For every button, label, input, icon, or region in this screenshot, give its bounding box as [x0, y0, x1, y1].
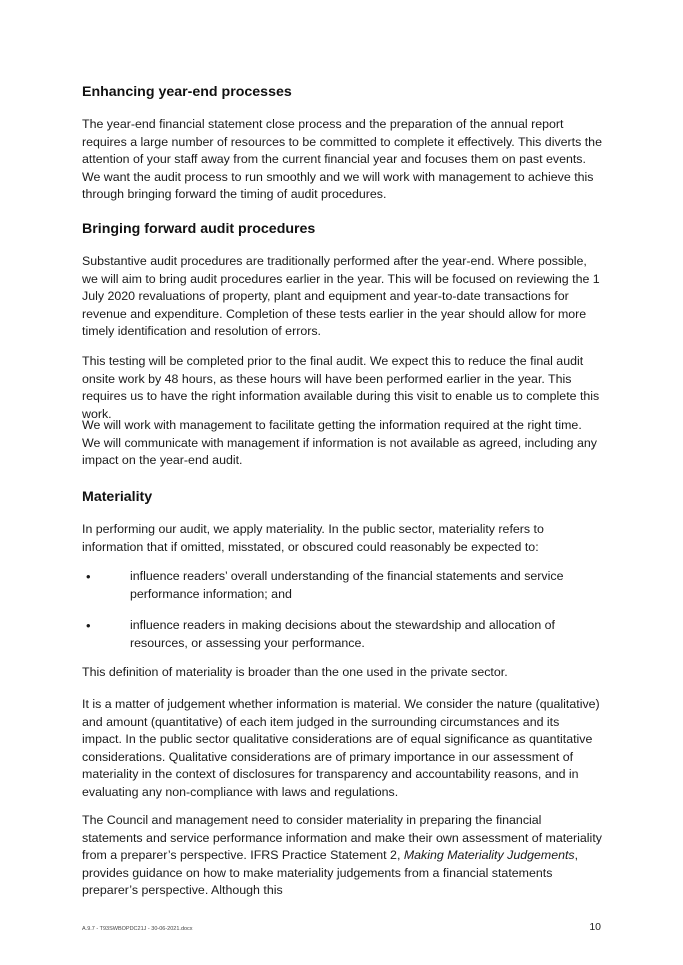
- paragraph-text: , provides guidance on how to make materiality judgements from a financial statements preparer’s perspective. Although this: [82, 848, 579, 898]
- paragraph-testing-completion: This testing will be completed prior to the final audit. We expect this to reduce the final audit onsite work by 48 hours, as these hours will have been performed earlier in the year. This requires us to have the right information available during this visit to enable us to complete this work.: [82, 354, 600, 421]
- section-heading-enhancing-year-end: Enhancing year-end processes: [82, 84, 292, 100]
- section-heading-materiality: Materiality: [82, 489, 153, 505]
- footer-document-reference: A.9.7 - T93SWBOPDC21J - 30-06-2021.docx: [82, 926, 193, 932]
- document-title-italic: Making Materiality Judgements: [403, 848, 575, 863]
- footer-page-number: 10: [589, 921, 601, 933]
- paragraph-substantive-procedures: Substantive audit procedures are traditionally performed after the year-end. Where possible, we will aim to bring audit procedures earlier in the year. This will be focused on reviewing the 1 July 2020 revaluations of property, plant and equipment and year-to-date transactions for revenue and expenditure. Completion of these tests earlier in the year should allow for more timely identification and resolution of errors.: [82, 254, 600, 339]
- section-heading-bringing-forward: Bringing forward audit procedures: [82, 221, 316, 237]
- paragraph-definition-broader: This definition of materiality is broader than the one used in the private sector.: [82, 665, 508, 679]
- paragraph-matter-of-judgement: It is a matter of judgement whether information is material. We consider the nature (qualitative) and amount (quantitative) of each item judged in the surrounding circumstances and its impact. In the public sector qualitative considerations are of equal significance as quantitative considerations. Qualitative considerations are of primary importance in our assessment of materiality in the context of disclosures for transparency and accountability reasons, and in evaluating any non-compliance with laws and regulations.: [82, 697, 600, 799]
- bullet-icon: •: [86, 569, 91, 584]
- bullet-icon: •: [86, 618, 91, 633]
- paragraph-year-end-process: The year-end financial statement close process and the preparation of the annual report requires a large number of resources to be committed to complete it effectively. This diverts the attention of your staff away from the current financial year and focuses them on past events. We want the audit process to run smoothly and we will work with management to achieve this through bringing forward the timing of audit procedures.: [82, 117, 602, 202]
- bullet-text: influence readers in making decisions about the stewardship and allocation of resources, or assessing your performance.: [130, 618, 555, 650]
- paragraph-council-materiality: [82, 812, 602, 900]
- paragraph-work-with-management: We will work with management to facilitate getting the information required at the right time. We will communicate with management if information is not available as agreed, including any impact on the year-end audit.: [82, 418, 597, 468]
- paragraph-materiality-intro: In performing our audit, we apply materiality. In the public sector, materiality refers to information that if omitted, misstated, or obscured could reasonably be expected to:: [82, 522, 544, 554]
- bullet-text: influence readers’ overall understanding of the financial statements and service performance information; and: [130, 569, 564, 601]
- paragraph-text: The Council and management need to consider materiality in preparing the financial statements and service performance information and make their own assessment of materiality from a preparer’s perspective. IFRS Practice Statement 2,: [82, 813, 602, 863]
